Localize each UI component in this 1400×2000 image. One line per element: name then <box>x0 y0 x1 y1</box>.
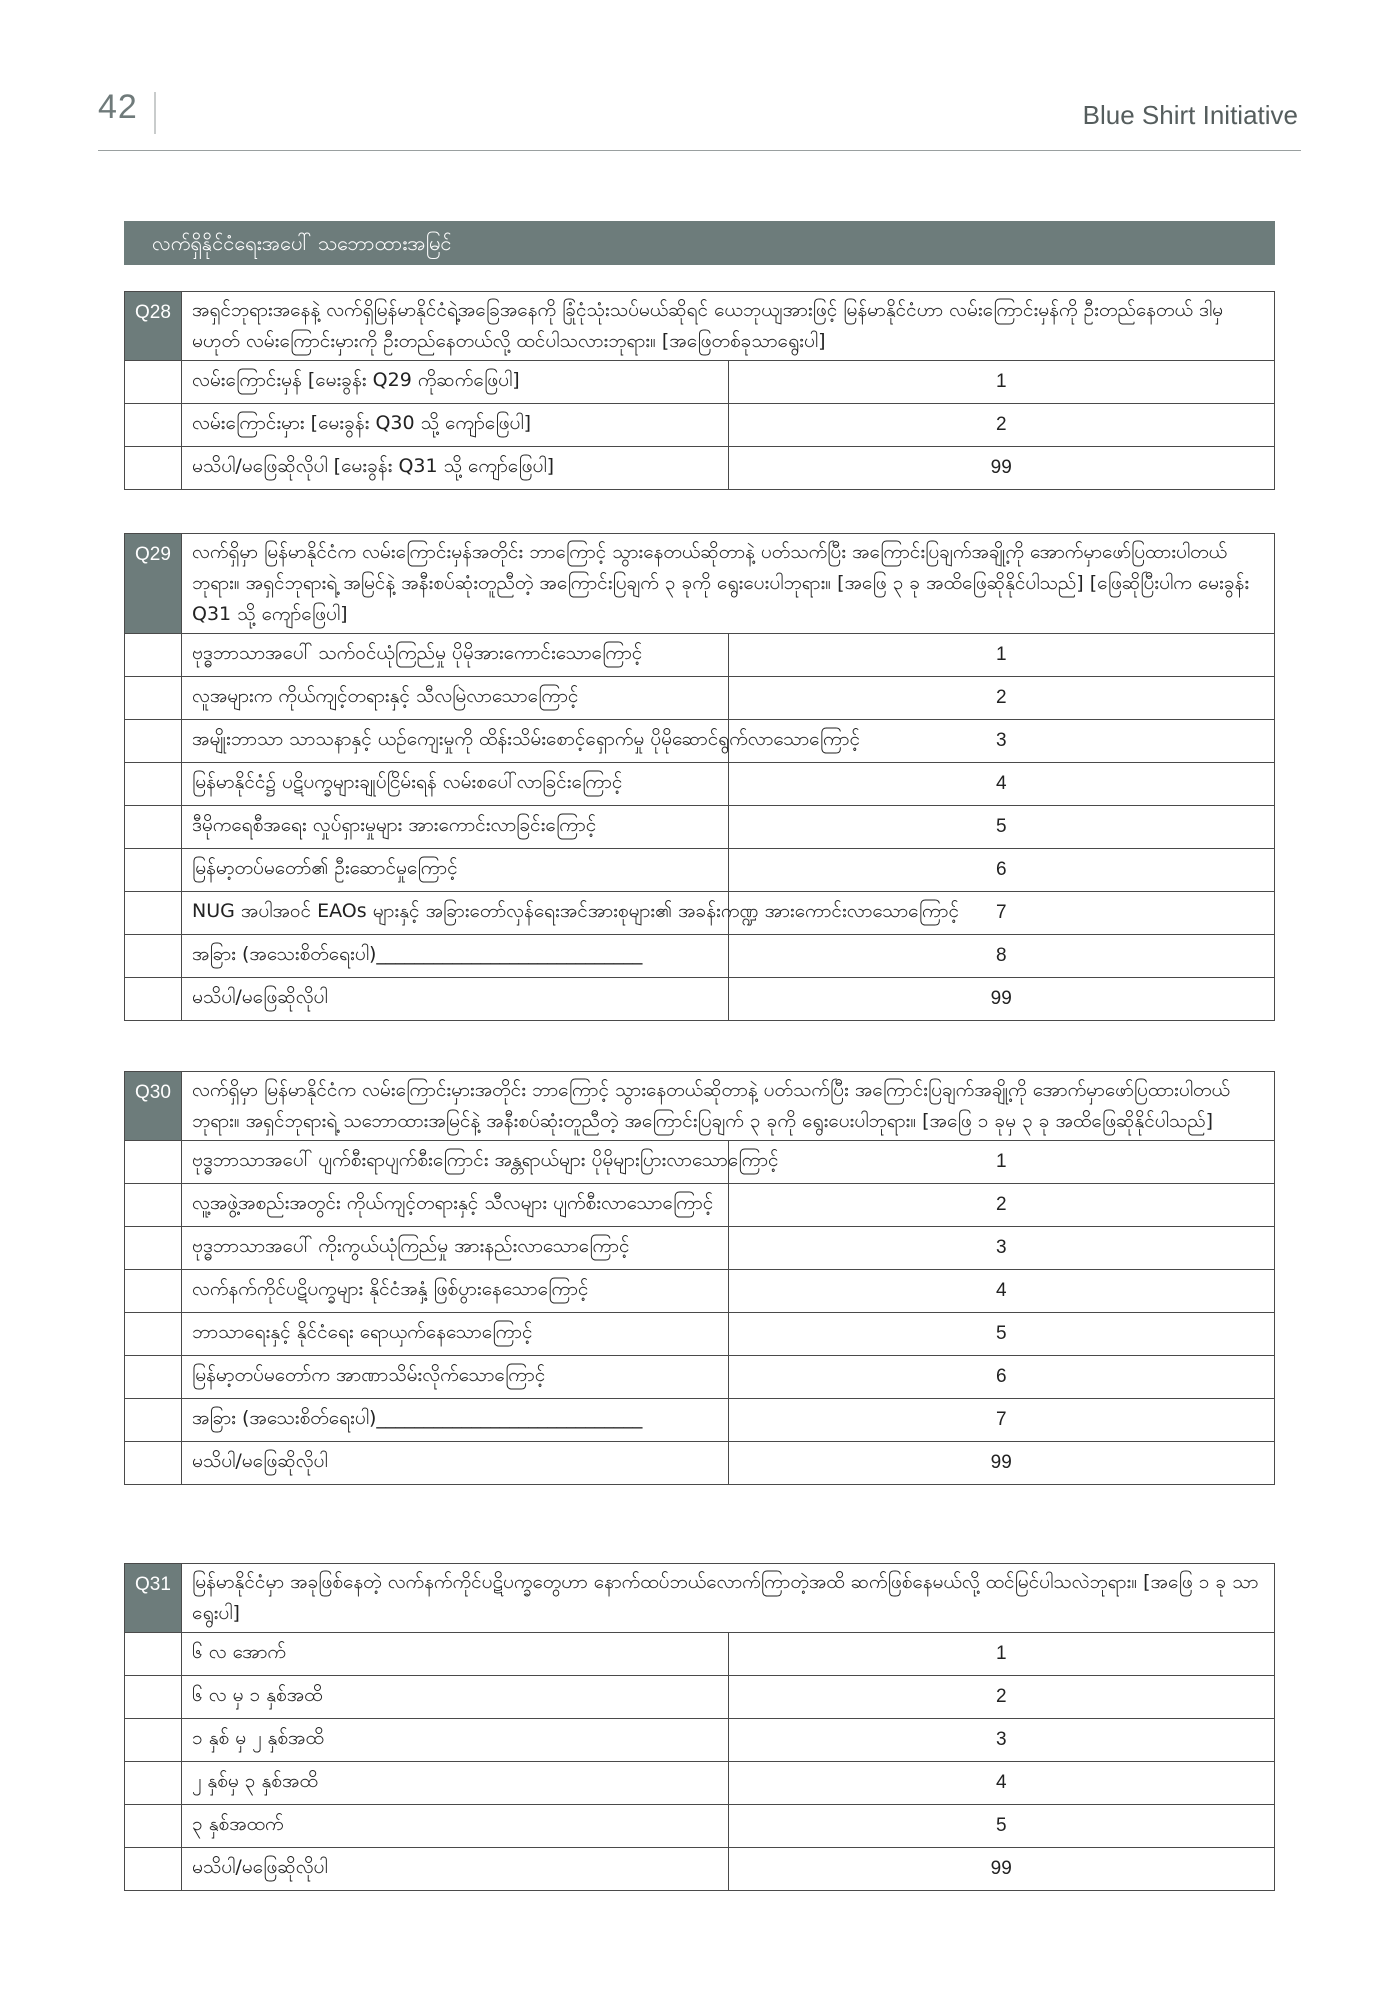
option-label: အခြား (အသေးစိတ်ရေးပါ)____________________________ <box>182 935 729 978</box>
option-label: ၁ နှစ် မှ ၂ နှစ်အထိ <box>182 1719 729 1762</box>
option-label: မသိပါ/မဖြေဆိုလိုပါ <box>182 978 729 1021</box>
option-label: လူ့အဖွဲ့အစည်းအတွင်း ကိုယ်ကျင့်တရားနှင့် သီလများ ပျက်စီးလာသောကြောင့် <box>182 1184 729 1227</box>
header-rule <box>98 150 1301 151</box>
option-row <box>125 1313 1275 1356</box>
option-code: 4 <box>728 763 1275 806</box>
option-label: မြန်မာနိုင်ငံ၌ ပဋိပက္ခများချုပ်ငြိမ်းရန် လမ်းစပေါ်လာခြင်းကြောင့် <box>182 763 729 806</box>
option-row <box>125 1184 1275 1227</box>
option-label: လူအများက ကိုယ်ကျင့်တရားနှင့် သီလမြဲလာသောကြောင့် <box>182 677 729 720</box>
option-code: 99 <box>728 447 1275 490</box>
question-table-q28 <box>124 291 1275 490</box>
option-row <box>125 1227 1275 1270</box>
option-row <box>125 806 1275 849</box>
option-row <box>125 447 1275 490</box>
option-row <box>125 1676 1275 1719</box>
option-label: ၆ လ အောက် <box>182 1633 729 1676</box>
option-code: 6 <box>728 1356 1275 1399</box>
option-code: 99 <box>728 978 1275 1021</box>
option-label: လမ်းကြောင်းမှန် [မေးခွန်း Q29 ကိုဆက်ဖြေပါ] <box>182 361 729 404</box>
option-row <box>125 1356 1275 1399</box>
option-label: ဗုဒ္ဓဘာသာအပေါ် သက်ဝင်ယုံကြည်မှု ပိုမိုအားကောင်းသောကြောင့် <box>182 634 729 677</box>
question-text: လက်ရှိမှာ မြန်မာနိုင်ငံက လမ်းကြောင်းမှန်အတိုင်း ဘာကြောင့် သွားနေတယ်ဆိုတာနဲ့ ပတ်သက်ပြီး အကြောင်းပြချက်အချို့ကို အောက်မှာဖော်ပြထားပါတယ်ဘုရား။ အရှင်ဘုရားရဲ့ အမြင်နဲ့ အနီးစပ်ဆုံးတူညီတဲ့ အကြောင်းပြချက် ၃ ခုကို ရွေးပေးပါဘုရား။ [အဖြေ ၃ ခု အထိဖြေဆိုနိုင်ပါသည်] [ဖြေဆိုပြီးပါက မေးခွန်း Q31 သို့ ကျော်ဖြေပါ] <box>182 534 1275 634</box>
option-row <box>125 892 1275 935</box>
question-row <box>125 1564 1275 1633</box>
question-id: Q28 <box>125 292 182 361</box>
option-row <box>125 1270 1275 1313</box>
option-label: လက်နက်ကိုင်ပဋိပက္ခများ နိုင်ငံအနှံ့ ဖြစ်ပွားနေသောကြောင့် <box>182 1270 729 1313</box>
option-code: 4 <box>728 1762 1275 1805</box>
question-text: မြန်မာနိုင်ငံမှာ အခုဖြစ်နေတဲ့ လက်နက်ကိုင်ပဋိပက္ခတွေဟာ နောက်ထပ်ဘယ်လောက်ကြာတဲ့အထိ ဆက်ဖြစ်နေမယ်လို့ ထင်မြင်ပါသလဲဘုရား။ [အဖြေ ၁ ခု သာရွေးပါ] <box>182 1564 1275 1633</box>
page-number: 42 <box>98 88 138 126</box>
option-code: 99 <box>728 1442 1275 1485</box>
option-code: 2 <box>728 404 1275 447</box>
option-row <box>125 634 1275 677</box>
option-code: 2 <box>728 677 1275 720</box>
option-label: လမ်းကြောင်းမှား [မေးခွန်း Q30 သို့ ကျော်ဖြေပါ] <box>182 404 729 447</box>
option-code: 5 <box>728 1805 1275 1848</box>
option-code: 8 <box>728 935 1275 978</box>
option-label: ဘာသာရေးနှင့် နိုင်ငံရေး ရောယှက်နေသောကြောင့် <box>182 1313 729 1356</box>
option-row <box>125 763 1275 806</box>
option-code: 7 <box>728 1399 1275 1442</box>
option-row <box>125 720 1275 763</box>
option-row <box>125 1805 1275 1848</box>
option-label: NUG အပါအဝင် EAOs များနှင့် အခြားတော်လှန်ရေးအင်အားစုများ၏ အခန်းကဏ္ဍ အားကောင်းလာသောကြောင့် <box>182 892 729 935</box>
option-code: 3 <box>728 1227 1275 1270</box>
question-id: Q31 <box>125 1564 182 1633</box>
question-id: Q30 <box>125 1072 182 1141</box>
option-row <box>125 935 1275 978</box>
option-code: 2 <box>728 1676 1275 1719</box>
option-row <box>125 1719 1275 1762</box>
option-code: 3 <box>728 1719 1275 1762</box>
option-label: ၂ နှစ်မှ ၃ နှစ်အထိ <box>182 1762 729 1805</box>
option-row <box>125 1633 1275 1676</box>
question-table-q30 <box>124 1071 1275 1485</box>
option-label: ဒီမိုကရေစီအရေး လှုပ်ရှားမှုများ အားကောင်းလာခြင်းကြောင့် <box>182 806 729 849</box>
option-row <box>125 677 1275 720</box>
option-code: 1 <box>728 361 1275 404</box>
question-text: အရှင်ဘုရားအနေနဲ့ လက်ရှိမြန်မာနိုင်ငံရဲ့အခြေအနေကို ခြုံငုံသုံးသပ်မယ်ဆိုရင် ယေဘုယျအားဖြင့် မြန်မာနိုင်ငံဟာ လမ်းကြောင်းမှန်ကို ဦးတည်နေတယ် ဒါမှမဟုတ် လမ်းကြောင်းမှားကို ဦးတည်နေတယ်လို့ ထင်ပါသလားဘုရား။ [အဖြေတစ်ခုသာရွေးပါ] <box>182 292 1275 361</box>
question-row <box>125 1072 1275 1141</box>
publisher-name: Blue Shirt Initiative <box>1082 100 1298 130</box>
question-row <box>125 292 1275 361</box>
option-code: 7 <box>728 892 1275 935</box>
option-label: ဗုဒ္ဓဘာသာအပေါ် ကိုးကွယ်ယုံကြည်မှု အားနည်းလာသောကြောင့် <box>182 1227 729 1270</box>
option-label: မသိပါ/မဖြေဆိုလိုပါ [မေးခွန်း Q31 သို့ ကျော်ဖြေပါ] <box>182 447 729 490</box>
question-table-q29 <box>124 533 1275 1021</box>
question-id: Q29 <box>125 534 182 634</box>
option-code: 1 <box>728 1141 1275 1184</box>
option-code: 1 <box>728 1633 1275 1676</box>
option-label: ၆ လ မှ ၁ နှစ်အထိ <box>182 1676 729 1719</box>
option-label: အခြား (အသေးစိတ်ရေးပါ)____________________________ <box>182 1399 729 1442</box>
section-title: လက်ရှိနိုင်ငံရေးအပေါ် သဘောထားအမြင် <box>124 221 1275 265</box>
option-code: 3 <box>728 720 1275 763</box>
question-table-q31 <box>124 1563 1275 1891</box>
option-label: ၃ နှစ်အထက် <box>182 1805 729 1848</box>
option-row <box>125 1442 1275 1485</box>
header-divider <box>154 92 156 134</box>
option-row <box>125 978 1275 1021</box>
option-row <box>125 361 1275 404</box>
option-row <box>125 1141 1275 1184</box>
option-row <box>125 849 1275 892</box>
question-text: လက်ရှိမှာ မြန်မာနိုင်ငံက လမ်းကြောင်းမှားအတိုင်း ဘာကြောင့် သွားနေတယ်ဆိုတာနဲ့ ပတ်သက်ပြီး အကြောင်းပြချက်အချို့ကို အောက်မှာဖော်ပြထားပါတယ်ဘုရား။ အရှင်ဘုရားရဲ့ သဘောထားအမြင်နဲ့ အနီးစပ်ဆုံးတူညီတဲ့ အကြောင်းပြချက် ၃ ခုကို ရွေးပေးပါဘုရား။ [အဖြေ ၁ ခုမှ ၃ ခု အထိဖြေဆိုနိုင်ပါသည်] <box>182 1072 1275 1141</box>
option-code: 1 <box>728 634 1275 677</box>
option-label: မြန်မာ့တပ်မတော်၏ ဦးဆောင်မှုကြောင့် <box>182 849 729 892</box>
option-row <box>125 404 1275 447</box>
option-code: 6 <box>728 849 1275 892</box>
option-code: 99 <box>728 1848 1275 1891</box>
question-row <box>125 534 1275 634</box>
option-code: 5 <box>728 806 1275 849</box>
option-code: 4 <box>728 1270 1275 1313</box>
option-label: ဗုဒ္ဓဘာသာအပေါ် ပျက်စီးရာပျက်စီးကြောင်း အန္တရာယ်များ ပိုမိုများပြားလာသောကြောင့် <box>182 1141 729 1184</box>
option-row <box>125 1848 1275 1891</box>
option-label: မသိပါ/မဖြေဆိုလိုပါ <box>182 1848 729 1891</box>
option-row <box>125 1762 1275 1805</box>
option-label: မသိပါ/မဖြေဆိုလိုပါ <box>182 1442 729 1485</box>
option-code: 5 <box>728 1313 1275 1356</box>
option-label: အမျိုးဘာသာ သာသနာနှင့် ယဉ်ကျေးမှုကို ထိန်းသိမ်းစောင့်ရှောက်မှု ပိုမိုဆောင်ရွက်လာသောကြောင့် <box>182 720 729 763</box>
option-label: မြန်မာ့တပ်မတော်က အာဏာသိမ်းလိုက်သောကြောင့် <box>182 1356 729 1399</box>
option-row <box>125 1399 1275 1442</box>
option-code: 2 <box>728 1184 1275 1227</box>
